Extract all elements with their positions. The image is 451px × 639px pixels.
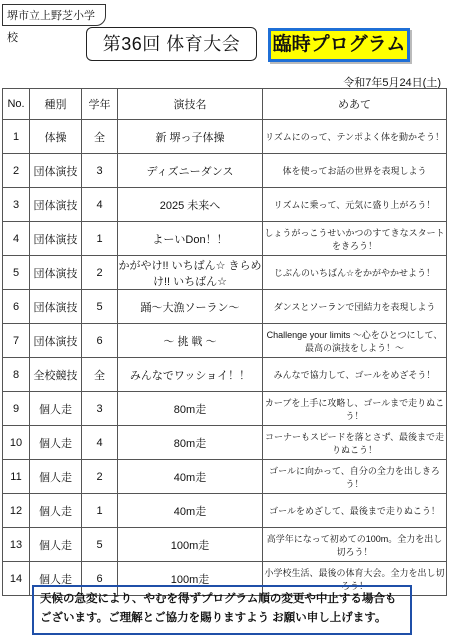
row-event-name: 100m走 [118,562,263,596]
table-row [3,528,447,562]
row-type: 個人走 [30,426,82,460]
school-name: 堺市立上野芝小学校 [2,4,106,26]
row-goal: じぶんのいちばん☆をかがやかせよう！ [263,256,447,290]
row-event-name: 40m走 [118,460,263,494]
header-name: 演技名 [118,89,263,120]
table-header-row [3,89,447,120]
row-type: 団体演技 [30,256,82,290]
row-event-name: 80m走 [118,426,263,460]
row-grade: 5 [82,290,118,324]
row-event-name: よーいDon！！ [118,222,263,256]
weather-notice: 天候の急変により、やむを得ずプログラム順の変更や中止する場合もございます。ご理解とご協力を賜りますよう お願い申し上げます。 [32,585,412,635]
row-grade: 1 [82,494,118,528]
row-type: 個人走 [30,460,82,494]
header-type: 種別 [30,89,82,120]
row-goal: みんなで協力して、ゴールをめざそう！ [263,358,447,392]
program-label: 臨時プログラム [268,28,410,62]
row-type: 個人走 [30,392,82,426]
row-goal: Challenge your limits ～心をひとつにして、最高の演技をしよう！～ [263,324,447,358]
row-type: 個人走 [30,562,82,596]
row-goal: しょうがっこうせいかつのすてきなスタートをきろう！ [263,222,447,256]
table-row [3,426,447,460]
row-grade: 6 [82,324,118,358]
row-event-name: 100m走 [118,528,263,562]
table-row [3,494,447,528]
row-type: 団体演技 [30,324,82,358]
row-event-name: 新 堺っ子体操 [118,120,263,154]
row-grade: 4 [82,426,118,460]
row-no: 2 [3,154,30,188]
row-goal: ゴールをめざして、最後まで走りぬこう！ [263,494,447,528]
row-event-name: 踊～大漁ソーラン～ [118,290,263,324]
row-goal: 体を使ってお話の世界を表現しよう [263,154,447,188]
row-grade: 全 [82,358,118,392]
table-row [3,460,447,494]
row-goal: 高学年になって初めての100m。全力を出し切ろう！ [263,528,447,562]
row-type: 団体演技 [30,290,82,324]
row-grade: 5 [82,528,118,562]
row-event-name: みんなでワッショイ！！ [118,358,263,392]
table-row [3,120,447,154]
row-grade: 3 [82,154,118,188]
row-grade: 6 [82,562,118,596]
table-row [3,358,447,392]
row-type: 個人走 [30,528,82,562]
row-no: 8 [3,358,30,392]
table-row [3,188,447,222]
header-no: No. [3,89,30,120]
header-goal: めあて [263,89,447,120]
row-no: 1 [3,120,30,154]
row-no: 6 [3,290,30,324]
row-goal: カーブを上手に攻略し、ゴールまで走りぬこう！ [263,392,447,426]
row-event-name: ディズニーダンス [118,154,263,188]
row-type: 団体演技 [30,154,82,188]
row-goal: 小学校生活、最後の体育大会。全力を出し切ろう！ [263,562,447,596]
row-no: 10 [3,426,30,460]
row-no: 4 [3,222,30,256]
row-type: 団体演技 [30,222,82,256]
row-goal: コーナーもスピードを落とさず、最後まで走りぬこう！ [263,426,447,460]
row-no: 7 [3,324,30,358]
table-row [3,324,447,358]
row-grade: 2 [82,256,118,290]
row-no: 13 [3,528,30,562]
row-goal: ゴールに向かって、自分の全力を出しきろう！ [263,460,447,494]
row-event-name: ～ 挑 戦 ～ [118,324,263,358]
row-no: 14 [3,562,30,596]
row-event-name: 2025 未来へ [118,188,263,222]
row-grade: 1 [82,222,118,256]
row-no: 5 [3,256,30,290]
row-event-name: かがやけ!! いちばん☆ きらめけ!! いちばん☆ [118,256,263,290]
row-no: 9 [3,392,30,426]
row-grade: 3 [82,392,118,426]
row-no: 3 [3,188,30,222]
table-row [3,222,447,256]
row-type: 体操 [30,120,82,154]
row-grade: 2 [82,460,118,494]
row-goal: ダンスとソーランで団結力を表現しよう [263,290,447,324]
event-title: 第36回 体育大会 [86,27,257,61]
row-grade: 4 [82,188,118,222]
row-goal: リズムにのって、テンポよく体を動かそう！ [263,120,447,154]
table-row [3,256,447,290]
table-row [3,154,447,188]
row-type: 全校競技 [30,358,82,392]
row-no: 12 [3,494,30,528]
header-grade: 学年 [82,89,118,120]
row-event-name: 40m走 [118,494,263,528]
program-table [2,88,447,596]
row-grade: 全 [82,120,118,154]
row-event-name: 80m走 [118,392,263,426]
row-goal: リズムに乗って、元気に盛り上がろう！ [263,188,447,222]
table-row [3,290,447,324]
event-date: 令和7年5月24日(土) [343,77,441,89]
row-type: 団体演技 [30,188,82,222]
table-row [3,392,447,426]
row-no: 11 [3,460,30,494]
row-type: 個人走 [30,494,82,528]
